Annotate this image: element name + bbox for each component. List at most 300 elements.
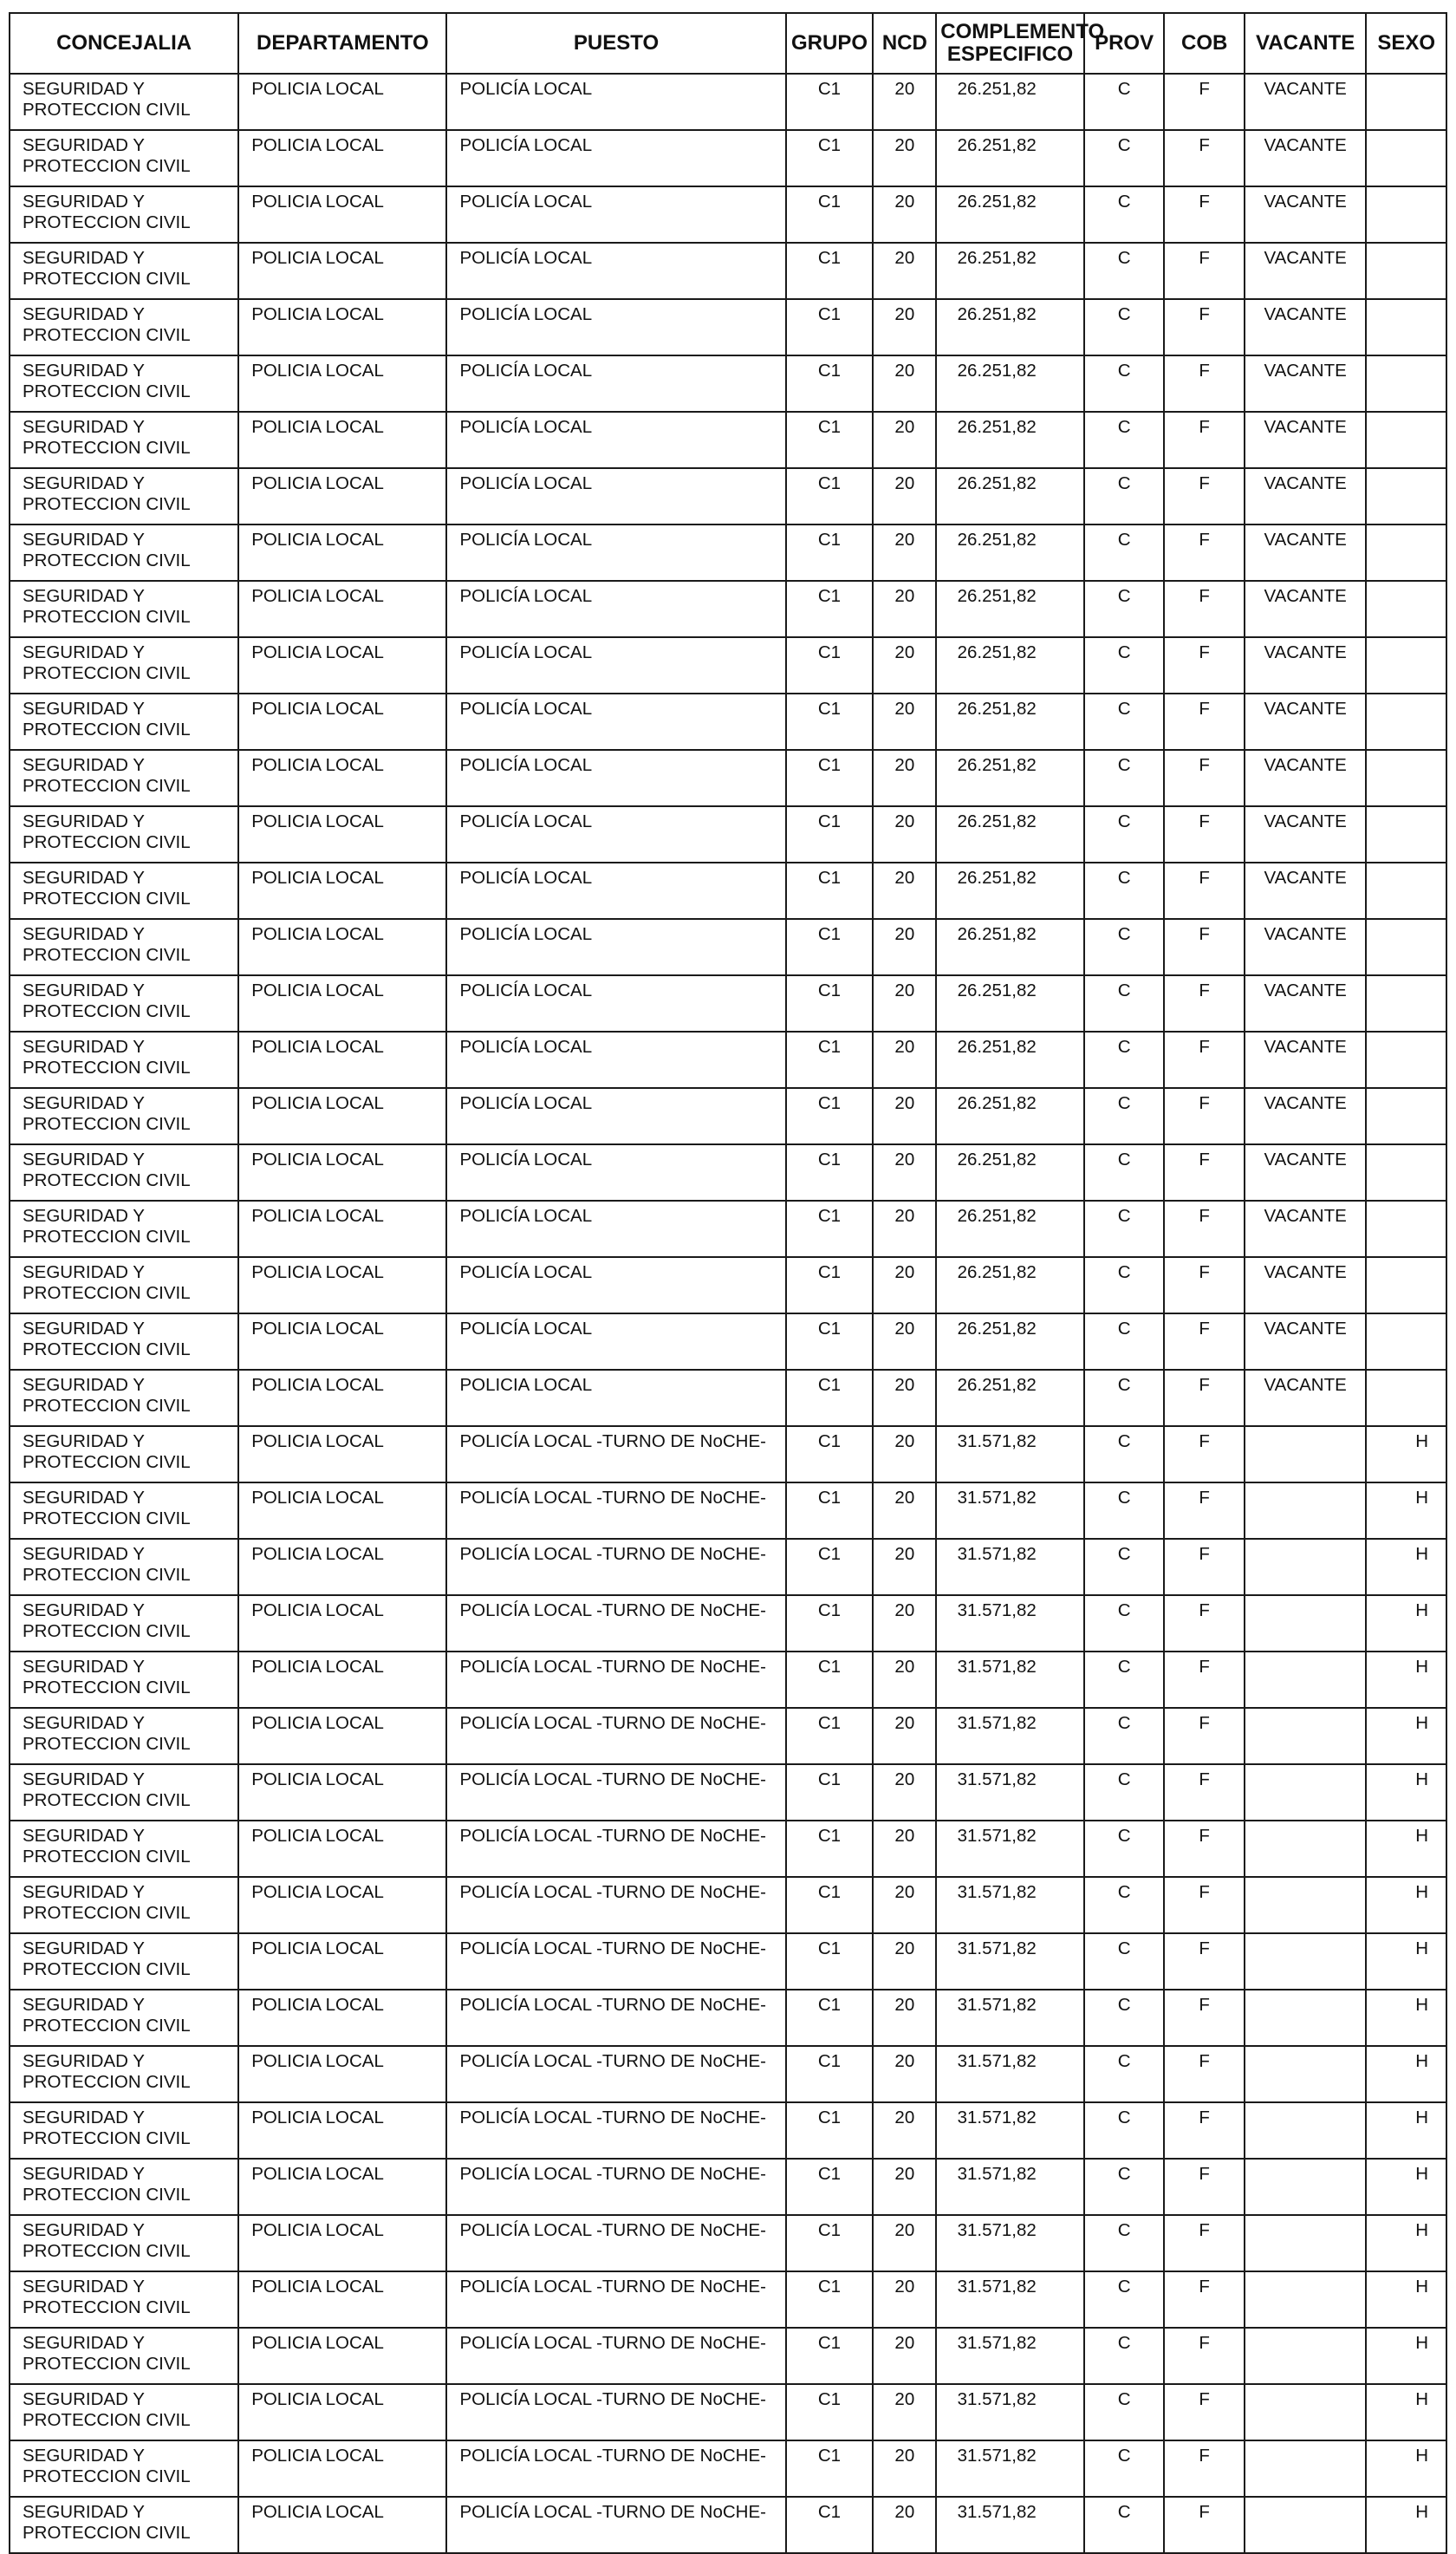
- cell-puesto: POLICÍA LOCAL -TURNO DE NoCHE-: [446, 2328, 785, 2384]
- table-row: [10, 186, 1446, 243]
- cell-sexo: H: [1366, 2384, 1446, 2440]
- cell-prov: C: [1084, 637, 1165, 694]
- column-header-prov: PROV: [1084, 13, 1165, 74]
- table-row: [10, 1821, 1446, 1877]
- cell-prov: C: [1084, 694, 1165, 750]
- cell-concejalia: SEGURIDAD Y PROTECCION CIVIL: [10, 2102, 238, 2159]
- cell-puesto: POLICÍA LOCAL -TURNO DE NoCHE-: [446, 1877, 785, 1933]
- cell-departamento: POLICIA LOCAL: [238, 1877, 446, 1933]
- table-row: [10, 2497, 1446, 2553]
- cell-sexo: [1366, 1088, 1446, 1144]
- cell-puesto: POLICÍA LOCAL: [446, 412, 785, 468]
- cell-sexo: H: [1366, 2440, 1446, 2497]
- cell-concejalia: SEGURIDAD Y PROTECCION CIVIL: [10, 299, 238, 355]
- cell-grupo: C1: [786, 412, 874, 468]
- cell-ncd: 20: [873, 1821, 936, 1877]
- cell-ncd: 20: [873, 468, 936, 524]
- cell-prov: C: [1084, 2328, 1165, 2384]
- cell-departamento: POLICIA LOCAL: [238, 2497, 446, 2553]
- cell-vacante: VACANTE: [1245, 1313, 1366, 1370]
- table-row: [10, 1652, 1446, 1708]
- cell-puesto: POLICÍA LOCAL -TURNO DE NoCHE-: [446, 1426, 785, 1482]
- cell-grupo: C1: [786, 1877, 874, 1933]
- cell-puesto: POLICÍA LOCAL -TURNO DE NoCHE-: [446, 1708, 785, 1764]
- cell-complemento-especifico: 31.571,82: [936, 2046, 1084, 2102]
- cell-puesto: POLICÍA LOCAL: [446, 1088, 785, 1144]
- cell-cob: F: [1164, 355, 1245, 412]
- cell-sexo: [1366, 243, 1446, 299]
- cell-vacante: [1245, 2384, 1366, 2440]
- cell-puesto: POLICÍA LOCAL -TURNO DE NoCHE-: [446, 2215, 785, 2271]
- cell-departamento: POLICIA LOCAL: [238, 581, 446, 637]
- cell-complemento-especifico: 31.571,82: [936, 1990, 1084, 2046]
- cell-cob: F: [1164, 1539, 1245, 1595]
- cell-concejalia: SEGURIDAD Y PROTECCION CIVIL: [10, 1088, 238, 1144]
- cell-sexo: [1366, 130, 1446, 186]
- cell-cob: F: [1164, 2046, 1245, 2102]
- cell-grupo: C1: [786, 1990, 874, 2046]
- cell-departamento: POLICIA LOCAL: [238, 1370, 446, 1426]
- cell-puesto: POLICÍA LOCAL: [446, 130, 785, 186]
- cell-ncd: 20: [873, 2046, 936, 2102]
- cell-concejalia: SEGURIDAD Y PROTECCION CIVIL: [10, 2046, 238, 2102]
- cell-sexo: H: [1366, 2271, 1446, 2328]
- cell-prov: C: [1084, 1539, 1165, 1595]
- cell-prov: C: [1084, 806, 1165, 863]
- cell-prov: C: [1084, 919, 1165, 975]
- cell-prov: C: [1084, 2046, 1165, 2102]
- cell-concejalia: SEGURIDAD Y PROTECCION CIVIL: [10, 1426, 238, 1482]
- cell-vacante: VACANTE: [1245, 468, 1366, 524]
- cell-concejalia: SEGURIDAD Y PROTECCION CIVIL: [10, 74, 238, 130]
- cell-departamento: POLICIA LOCAL: [238, 1313, 446, 1370]
- cell-grupo: C1: [786, 2384, 874, 2440]
- cell-vacante: VACANTE: [1245, 412, 1366, 468]
- cell-complemento-especifico: 26.251,82: [936, 1313, 1084, 1370]
- table-row: [10, 1539, 1446, 1595]
- cell-ncd: 20: [873, 1201, 936, 1257]
- cell-complemento-especifico: 31.571,82: [936, 2497, 1084, 2553]
- cell-sexo: [1366, 694, 1446, 750]
- cell-prov: C: [1084, 975, 1165, 1032]
- cell-cob: F: [1164, 919, 1245, 975]
- cell-grupo: C1: [786, 1201, 874, 1257]
- cell-cob: F: [1164, 1595, 1245, 1652]
- cell-concejalia: SEGURIDAD Y PROTECCION CIVIL: [10, 1539, 238, 1595]
- table-row: [10, 2046, 1446, 2102]
- column-header-grupo: GRUPO: [786, 13, 874, 74]
- cell-sexo: H: [1366, 2328, 1446, 2384]
- cell-concejalia: SEGURIDAD Y PROTECCION CIVIL: [10, 186, 238, 243]
- cell-complemento-especifico: 26.251,82: [936, 975, 1084, 1032]
- cell-departamento: POLICIA LOCAL: [238, 1764, 446, 1821]
- cell-complemento-especifico: 26.251,82: [936, 1144, 1084, 1201]
- cell-complemento-especifico: 26.251,82: [936, 186, 1084, 243]
- cell-puesto: POLICÍA LOCAL: [446, 637, 785, 694]
- cell-sexo: H: [1366, 1990, 1446, 2046]
- cell-departamento: POLICIA LOCAL: [238, 2440, 446, 2497]
- cell-prov: C: [1084, 1933, 1165, 1990]
- cell-vacante: VACANTE: [1245, 637, 1366, 694]
- table-row: [10, 2328, 1446, 2384]
- cell-cob: F: [1164, 2215, 1245, 2271]
- table-row: [10, 750, 1446, 806]
- table-row: [10, 1933, 1446, 1990]
- cell-sexo: [1366, 1313, 1446, 1370]
- cell-vacante: [1245, 2497, 1366, 2553]
- cell-complemento-especifico: 26.251,82: [936, 243, 1084, 299]
- table-row: [10, 2384, 1446, 2440]
- cell-complemento-especifico: 31.571,82: [936, 1652, 1084, 1708]
- cell-cob: F: [1164, 1990, 1245, 2046]
- cell-ncd: 20: [873, 2102, 936, 2159]
- cell-grupo: C1: [786, 863, 874, 919]
- table-row: [10, 1370, 1446, 1426]
- cell-sexo: [1366, 1032, 1446, 1088]
- cell-prov: C: [1084, 468, 1165, 524]
- cell-cob: F: [1164, 1933, 1245, 1990]
- cell-cob: F: [1164, 1201, 1245, 1257]
- table-row: [10, 581, 1446, 637]
- table-row: [10, 1990, 1446, 2046]
- cell-prov: C: [1084, 1257, 1165, 1313]
- cell-cob: F: [1164, 1088, 1245, 1144]
- cell-cob: F: [1164, 1313, 1245, 1370]
- cell-ncd: 20: [873, 975, 936, 1032]
- cell-grupo: C1: [786, 1032, 874, 1088]
- cell-sexo: [1366, 524, 1446, 581]
- cell-prov: C: [1084, 1088, 1165, 1144]
- cell-vacante: VACANTE: [1245, 299, 1366, 355]
- cell-prov: C: [1084, 863, 1165, 919]
- cell-concejalia: SEGURIDAD Y PROTECCION CIVIL: [10, 1933, 238, 1990]
- cell-cob: F: [1164, 2159, 1245, 2215]
- cell-vacante: VACANTE: [1245, 1370, 1366, 1426]
- cell-puesto: POLICÍA LOCAL: [446, 524, 785, 581]
- cell-complemento-especifico: 26.251,82: [936, 130, 1084, 186]
- cell-departamento: POLICIA LOCAL: [238, 2102, 446, 2159]
- cell-cob: F: [1164, 2497, 1245, 2553]
- cell-ncd: 20: [873, 2440, 936, 2497]
- table-row: [10, 1201, 1446, 1257]
- cell-concejalia: SEGURIDAD Y PROTECCION CIVIL: [10, 1877, 238, 1933]
- cell-complemento-especifico: 26.251,82: [936, 1257, 1084, 1313]
- cell-grupo: C1: [786, 1764, 874, 1821]
- cell-puesto: POLICÍA LOCAL: [446, 806, 785, 863]
- cell-departamento: POLICIA LOCAL: [238, 1426, 446, 1482]
- cell-complemento-especifico: 31.571,82: [936, 2215, 1084, 2271]
- cell-concejalia: SEGURIDAD Y PROTECCION CIVIL: [10, 524, 238, 581]
- cell-ncd: 20: [873, 1877, 936, 1933]
- cell-puesto: POLICÍA LOCAL: [446, 581, 785, 637]
- cell-sexo: H: [1366, 2497, 1446, 2553]
- cell-complemento-especifico: 31.571,82: [936, 1595, 1084, 1652]
- cell-vacante: VACANTE: [1245, 130, 1366, 186]
- cell-concejalia: SEGURIDAD Y PROTECCION CIVIL: [10, 975, 238, 1032]
- cell-ncd: 20: [873, 2384, 936, 2440]
- cell-grupo: C1: [786, 637, 874, 694]
- cell-prov: C: [1084, 2215, 1165, 2271]
- cell-sexo: H: [1366, 1482, 1446, 1539]
- cell-ncd: 20: [873, 2271, 936, 2328]
- cell-concejalia: SEGURIDAD Y PROTECCION CIVIL: [10, 637, 238, 694]
- cell-prov: C: [1084, 186, 1165, 243]
- cell-departamento: POLICIA LOCAL: [238, 863, 446, 919]
- cell-puesto: POLICÍA LOCAL: [446, 299, 785, 355]
- cell-vacante: [1245, 1426, 1366, 1482]
- cell-cob: F: [1164, 1764, 1245, 1821]
- cell-cob: F: [1164, 863, 1245, 919]
- cell-puesto: POLICÍA LOCAL -TURNO DE NoCHE-: [446, 2384, 785, 2440]
- cell-ncd: 20: [873, 1313, 936, 1370]
- cell-concejalia: SEGURIDAD Y PROTECCION CIVIL: [10, 750, 238, 806]
- cell-departamento: POLICIA LOCAL: [238, 1201, 446, 1257]
- cell-complemento-especifico: 26.251,82: [936, 919, 1084, 975]
- cell-grupo: C1: [786, 355, 874, 412]
- cell-cob: F: [1164, 637, 1245, 694]
- cell-vacante: VACANTE: [1245, 863, 1366, 919]
- cell-prov: C: [1084, 412, 1165, 468]
- cell-sexo: [1366, 806, 1446, 863]
- cell-sexo: [1366, 975, 1446, 1032]
- table-row: [10, 1482, 1446, 1539]
- cell-sexo: [1366, 299, 1446, 355]
- cell-departamento: POLICIA LOCAL: [238, 2215, 446, 2271]
- cell-complemento-especifico: 26.251,82: [936, 1088, 1084, 1144]
- cell-cob: F: [1164, 1652, 1245, 1708]
- cell-grupo: C1: [786, 2271, 874, 2328]
- cell-vacante: [1245, 1708, 1366, 1764]
- cell-ncd: 20: [873, 1708, 936, 1764]
- cell-grupo: C1: [786, 2215, 874, 2271]
- document-page: [9, 12, 1447, 2554]
- header-row: [10, 13, 1446, 74]
- cell-puesto: POLICÍA LOCAL -TURNO DE NoCHE-: [446, 1595, 785, 1652]
- cell-concejalia: SEGURIDAD Y PROTECCION CIVIL: [10, 581, 238, 637]
- cell-cob: F: [1164, 130, 1245, 186]
- cell-ncd: 20: [873, 581, 936, 637]
- cell-sexo: H: [1366, 2046, 1446, 2102]
- cell-cob: F: [1164, 694, 1245, 750]
- cell-grupo: C1: [786, 581, 874, 637]
- cell-ncd: 20: [873, 524, 936, 581]
- cell-grupo: C1: [786, 74, 874, 130]
- cell-prov: C: [1084, 524, 1165, 581]
- cell-prov: C: [1084, 2440, 1165, 2497]
- cell-concejalia: SEGURIDAD Y PROTECCION CIVIL: [10, 2271, 238, 2328]
- cell-prov: C: [1084, 750, 1165, 806]
- cell-ncd: 20: [873, 1482, 936, 1539]
- cell-cob: F: [1164, 581, 1245, 637]
- cell-cob: F: [1164, 186, 1245, 243]
- cell-concejalia: SEGURIDAD Y PROTECCION CIVIL: [10, 2215, 238, 2271]
- cell-cob: F: [1164, 74, 1245, 130]
- table-row: [10, 74, 1446, 130]
- cell-cob: F: [1164, 2440, 1245, 2497]
- cell-vacante: [1245, 1482, 1366, 1539]
- cell-vacante: [1245, 2440, 1366, 2497]
- cell-departamento: POLICIA LOCAL: [238, 355, 446, 412]
- column-header-departamento: DEPARTAMENTO: [238, 13, 446, 74]
- cell-grupo: C1: [786, 1313, 874, 1370]
- cell-puesto: POLICÍA LOCAL: [446, 74, 785, 130]
- cell-departamento: POLICIA LOCAL: [238, 412, 446, 468]
- table-row: [10, 919, 1446, 975]
- cell-departamento: POLICIA LOCAL: [238, 2384, 446, 2440]
- cell-cob: F: [1164, 2271, 1245, 2328]
- cell-complemento-especifico: 31.571,82: [936, 2102, 1084, 2159]
- cell-complemento-especifico: 26.251,82: [936, 299, 1084, 355]
- cell-prov: C: [1084, 2497, 1165, 2553]
- cell-vacante: [1245, 2102, 1366, 2159]
- cell-vacante: VACANTE: [1245, 1088, 1366, 1144]
- column-header-vacante: VACANTE: [1245, 13, 1366, 74]
- table-row: [10, 1032, 1446, 1088]
- cell-prov: C: [1084, 1032, 1165, 1088]
- cell-cob: F: [1164, 750, 1245, 806]
- cell-sexo: H: [1366, 1821, 1446, 1877]
- table-row: [10, 1877, 1446, 1933]
- cell-puesto: POLICÍA LOCAL: [446, 186, 785, 243]
- cell-puesto: POLICIA LOCAL: [446, 1370, 785, 1426]
- cell-sexo: [1366, 919, 1446, 975]
- cell-ncd: 20: [873, 694, 936, 750]
- cell-grupo: C1: [786, 919, 874, 975]
- table-row: [10, 863, 1446, 919]
- table-row: [10, 1426, 1446, 1482]
- cell-sexo: H: [1366, 2102, 1446, 2159]
- cell-complemento-especifico: 31.571,82: [936, 1764, 1084, 1821]
- cell-grupo: C1: [786, 806, 874, 863]
- cell-prov: C: [1084, 1201, 1165, 1257]
- cell-complemento-especifico: 26.251,82: [936, 468, 1084, 524]
- cell-complemento-especifico: 26.251,82: [936, 524, 1084, 581]
- cell-vacante: VACANTE: [1245, 1201, 1366, 1257]
- cell-cob: F: [1164, 412, 1245, 468]
- cell-concejalia: SEGURIDAD Y PROTECCION CIVIL: [10, 694, 238, 750]
- cell-complemento-especifico: 31.571,82: [936, 2440, 1084, 2497]
- cell-cob: F: [1164, 2328, 1245, 2384]
- cell-prov: C: [1084, 1708, 1165, 1764]
- cell-sexo: [1366, 863, 1446, 919]
- cell-grupo: C1: [786, 1257, 874, 1313]
- cell-prov: C: [1084, 1990, 1165, 2046]
- cell-departamento: POLICIA LOCAL: [238, 2328, 446, 2384]
- cell-concejalia: SEGURIDAD Y PROTECCION CIVIL: [10, 1595, 238, 1652]
- cell-sexo: [1366, 186, 1446, 243]
- table-row: [10, 468, 1446, 524]
- cell-sexo: H: [1366, 1877, 1446, 1933]
- cell-ncd: 20: [873, 2215, 936, 2271]
- table-row: [10, 637, 1446, 694]
- cell-puesto: POLICÍA LOCAL: [446, 975, 785, 1032]
- cell-cob: F: [1164, 299, 1245, 355]
- cell-vacante: [1245, 1821, 1366, 1877]
- cell-departamento: POLICIA LOCAL: [238, 806, 446, 863]
- cell-prov: C: [1084, 299, 1165, 355]
- cell-cob: F: [1164, 806, 1245, 863]
- cell-grupo: C1: [786, 1652, 874, 1708]
- table-row: [10, 2215, 1446, 2271]
- table-body: [10, 74, 1446, 2553]
- cell-grupo: C1: [786, 186, 874, 243]
- cell-concejalia: SEGURIDAD Y PROTECCION CIVIL: [10, 1708, 238, 1764]
- cell-departamento: POLICIA LOCAL: [238, 2046, 446, 2102]
- cell-complemento-especifico: 31.571,82: [936, 2159, 1084, 2215]
- cell-concejalia: SEGURIDAD Y PROTECCION CIVIL: [10, 1652, 238, 1708]
- cell-grupo: C1: [786, 1144, 874, 1201]
- cell-puesto: POLICÍA LOCAL -TURNO DE NoCHE-: [446, 1933, 785, 1990]
- cell-grupo: C1: [786, 1933, 874, 1990]
- cell-concejalia: SEGURIDAD Y PROTECCION CIVIL: [10, 130, 238, 186]
- cell-complemento-especifico: 26.251,82: [936, 1032, 1084, 1088]
- cell-sexo: [1366, 750, 1446, 806]
- cell-sexo: H: [1366, 1426, 1446, 1482]
- cell-ncd: 20: [873, 74, 936, 130]
- cell-grupo: C1: [786, 975, 874, 1032]
- staff-positions-table: [9, 12, 1447, 2554]
- cell-departamento: POLICIA LOCAL: [238, 1144, 446, 1201]
- cell-departamento: POLICIA LOCAL: [238, 1539, 446, 1595]
- cell-vacante: VACANTE: [1245, 1032, 1366, 1088]
- table-row: [10, 412, 1446, 468]
- cell-ncd: 20: [873, 1426, 936, 1482]
- cell-puesto: POLICÍA LOCAL: [446, 694, 785, 750]
- cell-sexo: H: [1366, 1708, 1446, 1764]
- cell-grupo: C1: [786, 524, 874, 581]
- cell-cob: F: [1164, 1708, 1245, 1764]
- cell-cob: F: [1164, 1032, 1245, 1088]
- cell-departamento: POLICIA LOCAL: [238, 299, 446, 355]
- cell-concejalia: SEGURIDAD Y PROTECCION CIVIL: [10, 243, 238, 299]
- cell-cob: F: [1164, 1370, 1245, 1426]
- cell-concejalia: SEGURIDAD Y PROTECCION CIVIL: [10, 1821, 238, 1877]
- cell-sexo: [1366, 412, 1446, 468]
- cell-sexo: [1366, 1370, 1446, 1426]
- cell-sexo: [1366, 355, 1446, 412]
- cell-departamento: POLICIA LOCAL: [238, 637, 446, 694]
- cell-prov: C: [1084, 1370, 1165, 1426]
- cell-grupo: C1: [786, 1426, 874, 1482]
- cell-puesto: POLICÍA LOCAL: [446, 1257, 785, 1313]
- cell-ncd: 20: [873, 806, 936, 863]
- table-row: [10, 2271, 1446, 2328]
- cell-prov: C: [1084, 355, 1165, 412]
- cell-ncd: 20: [873, 2159, 936, 2215]
- cell-vacante: VACANTE: [1245, 581, 1366, 637]
- column-header-cob: COB: [1164, 13, 1245, 74]
- cell-departamento: POLICIA LOCAL: [238, 2271, 446, 2328]
- cell-departamento: POLICIA LOCAL: [238, 1708, 446, 1764]
- cell-sexo: [1366, 74, 1446, 130]
- cell-vacante: [1245, 1652, 1366, 1708]
- cell-vacante: VACANTE: [1245, 355, 1366, 412]
- cell-grupo: C1: [786, 1482, 874, 1539]
- table-row: [10, 1708, 1446, 1764]
- cell-ncd: 20: [873, 1933, 936, 1990]
- cell-ncd: 20: [873, 1032, 936, 1088]
- cell-ncd: 20: [873, 1539, 936, 1595]
- cell-departamento: POLICIA LOCAL: [238, 130, 446, 186]
- cell-concejalia: SEGURIDAD Y PROTECCION CIVIL: [10, 2497, 238, 2553]
- cell-sexo: [1366, 637, 1446, 694]
- column-header-complemento-especifico: COMPLEMENTO ESPECIFICO: [936, 13, 1084, 74]
- cell-grupo: C1: [786, 1370, 874, 1426]
- cell-vacante: VACANTE: [1245, 750, 1366, 806]
- cell-concejalia: SEGURIDAD Y PROTECCION CIVIL: [10, 1313, 238, 1370]
- cell-concejalia: SEGURIDAD Y PROTECCION CIVIL: [10, 1482, 238, 1539]
- cell-prov: C: [1084, 581, 1165, 637]
